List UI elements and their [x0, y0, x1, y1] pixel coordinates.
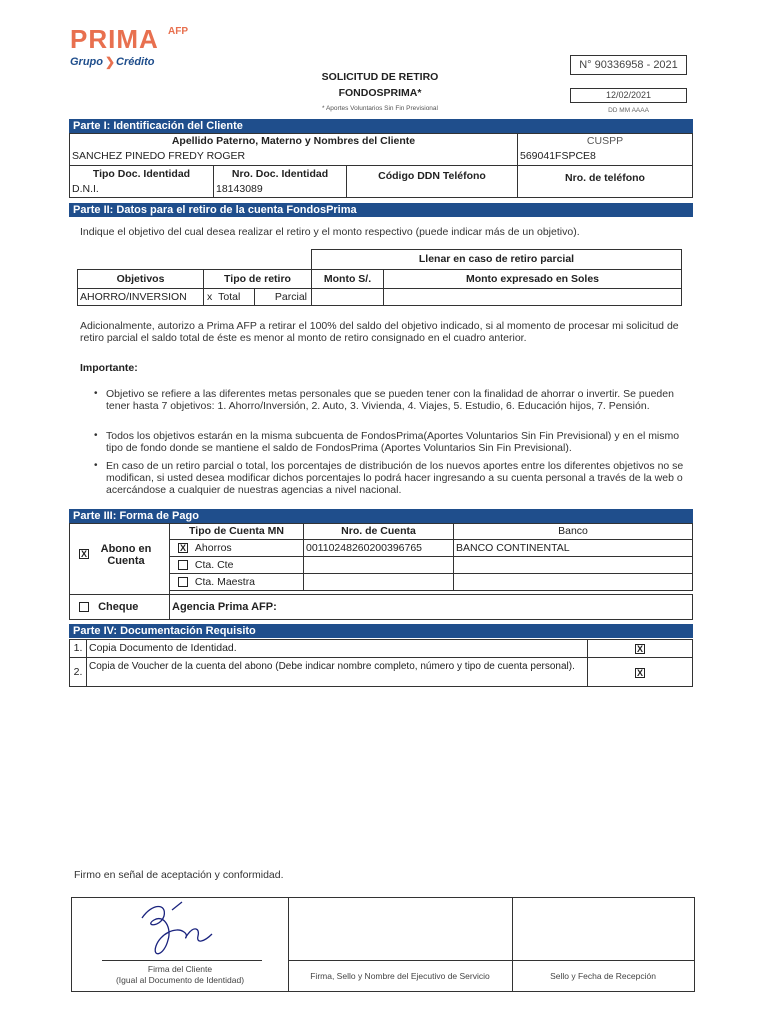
sig-box-client[interactable]	[72, 898, 289, 991]
date-value: 12/02/2021	[605, 90, 652, 100]
bank-name: BANCO CONTINENTAL	[456, 542, 570, 554]
sig-box-reception[interactable]	[512, 898, 694, 991]
row-objetivo-cell	[77, 288, 204, 306]
date-box	[570, 88, 687, 103]
agencia-label: Agencia Prima AFP:	[172, 601, 277, 613]
doc-type-label: Tipo Doc. Identidad	[92, 168, 191, 180]
bullet-1: • Objetivo se refiere a las diferentes metas personales que se pueden tener con la finalidad de ahorrar o invertir. Se pueden tener hasta 7 objetivos: 1. Ahorro/Inversión, 2. Auto, 3. Vivienda, 4. Viajes, 5. Estudio, 6. Educación hijos, 7. Pensión.	[106, 388, 686, 412]
ahorros-checkbox[interactable]	[178, 543, 188, 553]
abono-checkbox[interactable]	[79, 549, 89, 559]
req1-check-cell[interactable]	[587, 639, 693, 658]
partial-header-text: Llenar en caso de retiro parcial	[418, 253, 575, 265]
cuspp-value: 569041FSPCE8	[520, 150, 596, 162]
cheque-cell[interactable]	[69, 594, 170, 620]
sig-executive-label: Firma, Sello y Nombre del Ejecutivo de Servicio	[310, 971, 490, 981]
col-tipo-retiro	[203, 269, 312, 289]
req1-check-mark: X	[636, 644, 643, 655]
sig-reception-label: Sello y Fecha de Recepción	[550, 971, 656, 981]
part1-title: Parte I: Identificación del Cliente	[69, 119, 693, 133]
doc-num-label: Nro. Doc. Identidad	[231, 168, 329, 180]
form-subtitle-note: * Aportes Voluntarios Sin Fin Previsional	[322, 105, 438, 112]
req2-checkbox[interactable]	[635, 668, 645, 678]
part3-title: Parte III: Forma de Pago	[69, 509, 693, 523]
sig-client-label1: Firma del Cliente	[147, 964, 213, 974]
doc-num-value: 18143089	[216, 183, 263, 195]
col-monto	[311, 269, 384, 289]
sig-reception-line	[512, 960, 694, 961]
opt-cta-maestra[interactable]	[169, 573, 304, 591]
client-name-label: Apellido Paterno, Materno y Nombres del Cliente	[171, 135, 416, 147]
cta-cte-bank-cell	[453, 556, 693, 574]
ahorros-check-mark: X	[179, 543, 186, 554]
bullet-3: • En caso de un retiro parcial o total, los porcentajes de distribución de los nuevos aportes entre los diferentes objetivos no se modifican, si usted desea modificar dichos porcentajes lo podrá hacer ingresando a su cuenta personal a través de la web o acercándose a cualquier de nuestras agencias a nivel nacional.	[106, 460, 686, 496]
cuspp-cell	[517, 133, 693, 166]
client-signature-scribble	[72, 898, 288, 968]
req2-check-mark: X	[636, 668, 643, 679]
col-banco	[453, 523, 693, 540]
col-monto-letras	[383, 269, 682, 289]
part2-additional: Adicionalmente, autorizo a Prima AFP a retirar el 100% del saldo del objetivo indicado, si al momento de procesar mi solicitud de retiro parcial el saldo total de éste es menor al monto de retiro consignado en el cuadro anterior.	[80, 320, 679, 344]
partial-header	[311, 249, 682, 270]
req1-text-cell	[86, 639, 588, 658]
bullet-2: • Todos los objetivos estarán en la misma subcuenta de FondosPrima(Aportes Voluntarios Sin Fin Previsional) y en el mismo tipo de fondo donde se mantiene el saldo de FondosPrima (Aportes Voluntarios Sin Fin Previsional).	[106, 430, 686, 454]
prima-logo	[70, 24, 210, 74]
cta-maestra-number-cell	[303, 573, 454, 591]
brand-credito: Crédito	[116, 56, 155, 68]
abono-label: Abono en Cuenta	[100, 543, 152, 567]
col-objetivos	[77, 269, 204, 289]
account-number-cell	[303, 539, 454, 557]
client-name-cell	[69, 133, 518, 166]
req1-num-cell	[69, 639, 87, 658]
req1-text: Copia Documento de Identidad.	[89, 642, 237, 654]
signature-table	[71, 897, 695, 992]
part2-instruction: Indique el objetivo del cual desea realizar el retiro y el monto respectivo (puede indicar más de un objetivo).	[80, 226, 580, 238]
req2-text-cell	[86, 657, 588, 687]
total-mark: x	[207, 291, 213, 303]
req2-num: 2.	[73, 666, 83, 678]
form-title-line1: SOLICITUD DE RETIRO	[321, 71, 439, 83]
col-tipo-text: Tipo de retiro	[224, 273, 291, 285]
opt-ahorros[interactable]	[169, 539, 304, 557]
sig-client-line	[102, 960, 262, 961]
client-name-value: SANCHEZ PINEDO FREDY ROGER	[72, 150, 246, 162]
doc-type-cell	[69, 165, 214, 198]
doc-num-cell	[213, 165, 347, 198]
row-total-cell[interactable]	[203, 288, 255, 306]
brand-main: PRIMA	[70, 24, 159, 54]
form-title-line2: FONDOSPRIMA*	[338, 87, 422, 99]
row-monto-letras-cell[interactable]	[383, 288, 682, 306]
cta-cte-checkbox[interactable]	[178, 560, 188, 570]
cheque-label: Cheque	[98, 601, 139, 613]
col-nro-cuenta-text: Nro. de Cuenta	[341, 525, 416, 537]
cta-cte-number-cell	[303, 556, 454, 574]
opt-cta-cte[interactable]	[169, 556, 304, 574]
cheque-checkbox[interactable]	[79, 602, 89, 612]
col-tipo-cuenta-text: Tipo de Cuenta MN	[189, 525, 284, 537]
cuspp-label: CUSPP	[586, 135, 624, 147]
brand-sup: AFP	[168, 26, 188, 37]
abono-check-mark: X	[80, 549, 87, 559]
date-format: DD MM AAAA	[608, 107, 649, 114]
cta-cte-label: Cta. Cte	[194, 559, 234, 571]
sig-client-label2: (Igual al Documento de Identidad)	[115, 975, 245, 985]
col-monto-letras-text: Monto expresado en Soles	[465, 273, 600, 285]
col-nro-cuenta	[303, 523, 454, 540]
ddn-label: Código DDN Teléfono	[378, 170, 486, 182]
doc-type-value: D.N.I.	[72, 183, 99, 195]
chevron-icon: ❯	[105, 55, 116, 69]
col-monto-text: Monto S/.	[323, 273, 372, 285]
col-objetivos-text: Objetivos	[116, 273, 165, 285]
ddn-cell	[346, 165, 518, 198]
phone-label: Nro. de teléfono	[565, 172, 645, 184]
agencia-cell[interactable]	[169, 594, 693, 620]
cta-maestra-label: Cta. Maestra	[194, 576, 256, 588]
col-banco-text: Banco	[558, 525, 588, 537]
brand-group: Grupo	[70, 56, 103, 68]
abono-cell[interactable]	[69, 523, 170, 595]
req2-check-cell[interactable]	[587, 657, 693, 687]
req1-checkbox[interactable]	[635, 644, 645, 654]
req2-num-cell	[69, 657, 87, 687]
part2-title: Parte II: Datos para el retiro de la cuenta FondosPrima	[69, 203, 693, 217]
phone-cell	[517, 165, 693, 198]
parcial-label: Parcial	[274, 291, 307, 303]
form-number-box	[570, 55, 687, 75]
bank-name-cell	[453, 539, 693, 557]
row-objetivo: AHORRO/INVERSION	[80, 291, 187, 303]
req1-num: 1.	[73, 642, 83, 654]
sig-executive-line	[288, 960, 512, 961]
sig-box-executive[interactable]	[288, 898, 513, 991]
req2-text: Copia de Voucher de la cuenta del abono (Debe indicar nombre completo, número y tipo de cuenta personal).	[89, 661, 575, 672]
important-label: Importante:	[80, 362, 138, 374]
total-label: Total	[218, 291, 241, 303]
ahorros-label: Ahorros	[194, 542, 232, 554]
account-number: 00110248260200396765	[306, 542, 423, 554]
row-monto-cell[interactable]	[311, 288, 384, 306]
accept-text: Firmo en señal de aceptación y conformidad.	[74, 869, 284, 881]
form-number: N° 90336958 - 2021	[579, 59, 678, 71]
part4-title: Parte IV: Documentación Requisito	[69, 624, 693, 638]
cta-maestra-checkbox[interactable]	[178, 577, 188, 587]
row-parcial-cell[interactable]	[254, 288, 312, 306]
cta-maestra-bank-cell	[453, 573, 693, 591]
col-tipo-cuenta	[169, 523, 304, 540]
